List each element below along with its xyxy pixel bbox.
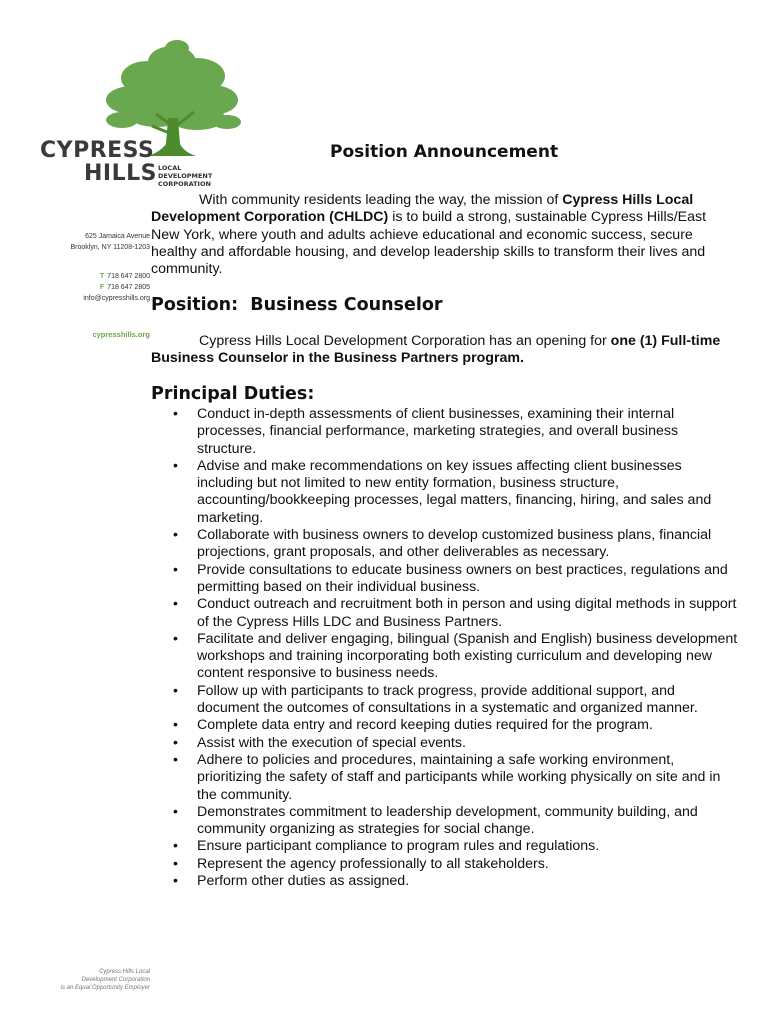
intro-org-name: Cypress Hills Local Development Corporation (CHLDC)	[151, 192, 694, 226]
duty-item: • Adhere to policies and procedures, maintaining a safe working environment, prioritizing the safety of staff and participants while working physically on site and in the community.	[151, 752, 741, 804]
logo-sub-line: CORPORATION	[158, 180, 211, 188]
fax-number: 718 647 2805	[107, 284, 150, 291]
opening-bold-text: one (1) Full-time Business Counselor in the Business Partners program.	[151, 333, 721, 367]
footer-line: is an Equal Opportunity Employer	[60, 985, 150, 991]
website-link[interactable]: cypresshills.org	[92, 330, 150, 339]
footer-line: Cypress Hills Local	[98, 969, 150, 975]
logo-word-hills: HILLS	[84, 161, 157, 186]
duties-heading: Principal Duties:	[151, 384, 315, 404]
fax-line	[40, 282, 150, 293]
contact-numbers	[40, 271, 150, 304]
duty-item: • Advise and make recommendations on key issues affecting client businesses including but not limited to new entity formation, business structure, accounting/bookkeeping processes, legal matters, financing, hiring, and sales and marketing.	[151, 458, 741, 527]
duty-item: • Collaborate with business owners to develop customized business plans, financial projections, grant proposals, and other deliverables as necessary.	[151, 527, 741, 562]
duty-item: • Conduct outreach and recruitment both in person and using digital methods in support of the Cypress Hills LDC and Business Partners.	[151, 596, 741, 631]
position-heading: Position: Business Counselor	[151, 295, 443, 315]
opening-text: Cypress Hills Local Development Corporation has an opening for	[199, 333, 611, 349]
fax-label: F	[99, 284, 105, 291]
duties-list	[151, 406, 741, 890]
duty-item: • Ensure participant compliance to program rules and regulations.	[151, 838, 741, 855]
intro-text-2: is to build a strong, sustainable Cypress Hills/East New York, where youth and adults achieve educational and economic success, secure healthy and affordable housing, and develop leadership skills to transform their lives and community.	[151, 209, 707, 278]
intro-text-1: With community residents leading the way, the mission of	[199, 192, 563, 208]
equal-opportunity-footer	[30, 968, 150, 992]
address-line-1: 625 Jamaica Avenue	[85, 233, 150, 240]
phone-line	[40, 271, 150, 282]
duty-item: • Represent the agency professionally to all stakeholders.	[151, 856, 741, 873]
duty-item: • Complete data entry and record keeping duties required for the program.	[151, 717, 741, 734]
duty-item: • Perform other duties as assigned.	[151, 873, 741, 890]
phone-label: T	[99, 273, 105, 280]
organization-logo	[38, 40, 238, 200]
footer-line: Development Corporation	[81, 977, 150, 983]
logo-subtitle	[158, 164, 238, 188]
logo-word-cypress: CYPRESS	[40, 138, 155, 163]
logo-sub-line: LOCAL	[158, 164, 182, 172]
duty-item: • Assist with the execution of special events.	[151, 735, 741, 752]
logo-sub-line: DEVELOPMENT	[158, 172, 213, 180]
opening-paragraph	[151, 333, 741, 368]
phone-number: 718 647 2800	[107, 273, 150, 280]
duty-item: • Follow up with participants to track progress, provide additional support, and document the outcomes of consultations in a systematic and organized manner.	[151, 683, 741, 718]
email-address[interactable]: info@cypresshills.org	[83, 295, 150, 302]
duty-item: • Provide consultations to educate business owners on best practices, regulations and permitting based on their individual business.	[151, 562, 741, 597]
address-line-2: Brooklyn, NY 11208-1203	[70, 244, 150, 251]
page-title: Position Announcement	[330, 142, 559, 162]
duty-item: • Conduct in-depth assessments of client businesses, examining their internal processes, financial performance, marketing strategies, and overall business structure.	[151, 406, 741, 458]
duty-item: • Demonstrates commitment to leadership development, community building, and community organizing as strategies for social change.	[151, 804, 741, 839]
duty-item: • Facilitate and deliver engaging, bilingual (Spanish and English) business development workshops and training incorporating both existing curriculum and developing new content responsive to business needs.	[151, 631, 741, 683]
contact-address	[40, 231, 150, 253]
mission-paragraph	[151, 192, 736, 278]
